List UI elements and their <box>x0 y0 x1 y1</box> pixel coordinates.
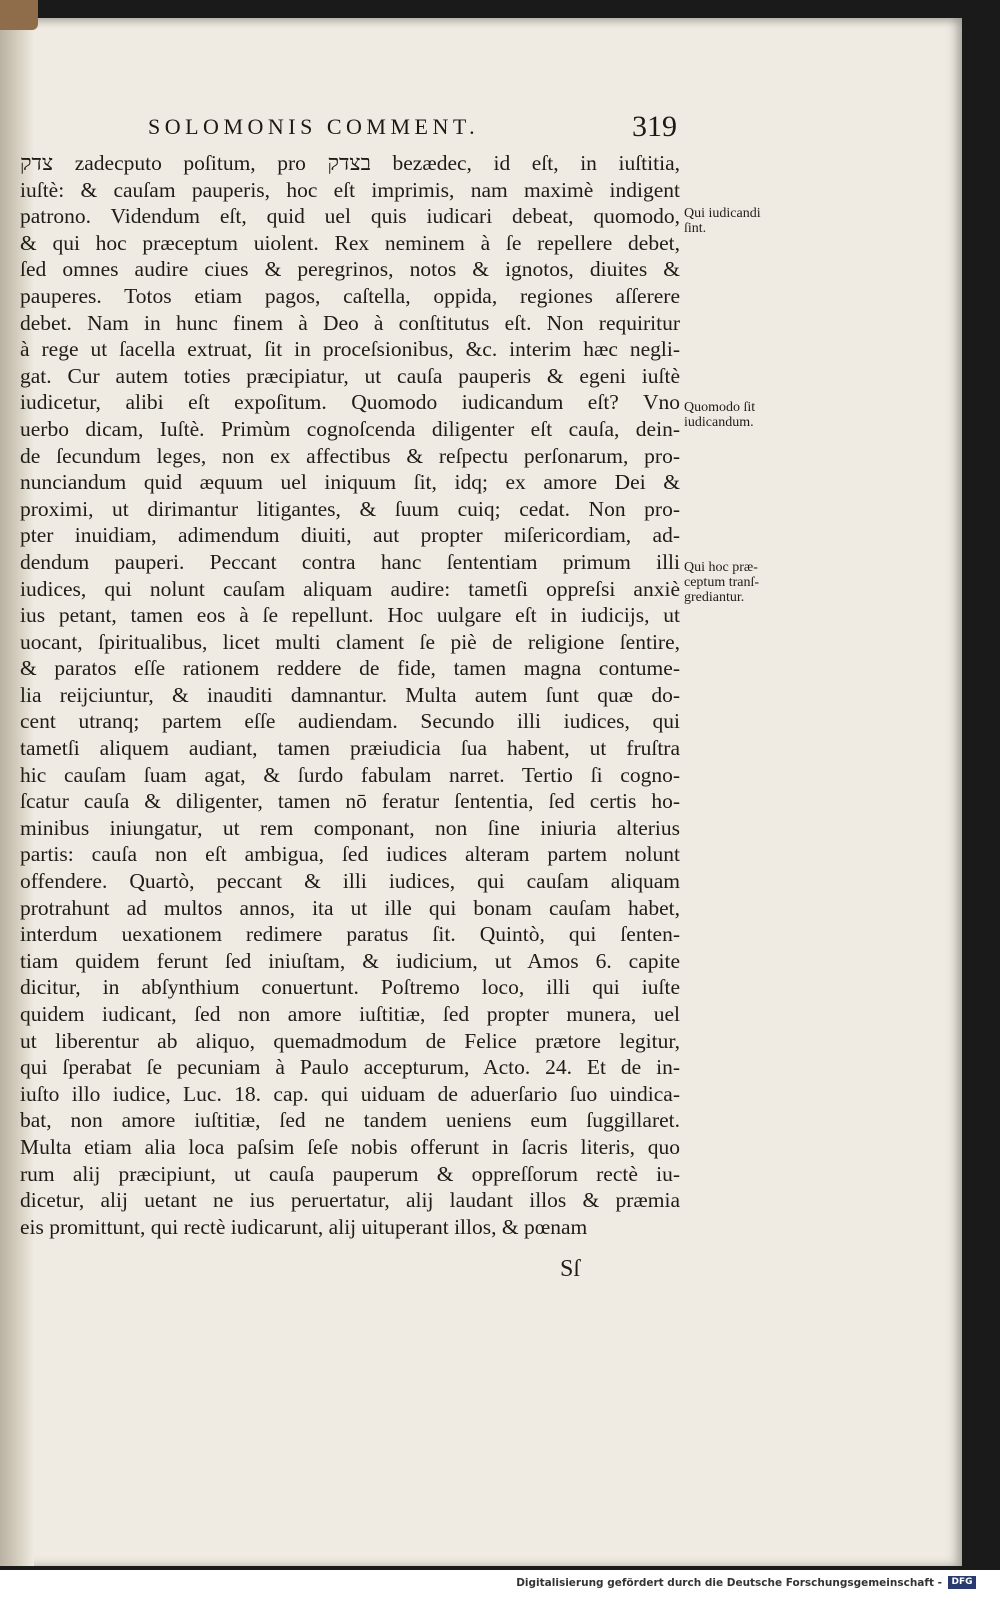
page-corner-tab <box>0 0 38 30</box>
running-head <box>0 110 962 150</box>
marginal-note-line: ſint. <box>684 221 707 236</box>
marginal-note-line: Qui iudicandi <box>684 206 761 221</box>
marginal-note-2 <box>684 400 804 430</box>
text-line: protrahunt ad multos annos, ita ut ille qui bonam cauſam habet, <box>20 895 680 920</box>
text-line: minibus iniungatur, ut rem componant, non ſine iniuria alterius <box>20 815 680 840</box>
text-line: interdum uexationem redimere paratus ſit. Quintò, qui ſenten- <box>20 922 680 947</box>
text-line: iuſtè: & cauſam pauperis, hoc eſt imprimis, nam maximè indigent <box>20 177 680 202</box>
text-line: partis: cauſa non eſt ambigua, ſed iudices alteram partem nolunt <box>20 842 680 867</box>
text-line: bat, non amore iuſtitiæ, ſed ne tandem ueniens eum ſuggillaret. <box>20 1108 680 1133</box>
text-line: gat. Cur autem toties præcipiatur, ut cauſa pauperis & egeni iuſtè <box>20 363 680 388</box>
text-line: à rege ut ſacella extruat, ſit in proceſsionibus, &c. interim hæc negli- <box>20 337 680 362</box>
text-line: nunciandum quid æquum uel iniquum ſit, idq; ex amore Dei & <box>20 470 680 495</box>
text-line: tametſi aliquem audiant, tamen præiudicia ſua habent, ut fruſtra <box>20 736 680 761</box>
marginal-note-line: grediantur. <box>684 590 745 605</box>
footer-bar <box>0 1570 1000 1599</box>
text-line: dendum pauperi. Peccant contra hanc ſententiam primum illi <box>20 549 680 574</box>
text-line: proximi, ut dirimantur litigantes, & ſuum cuiq; cedat. Non pro- <box>20 496 680 521</box>
text-line: uerbo dicam, Iuſtè. Primùm cognoſcenda diligenter eſt cauſa, dein- <box>20 416 680 441</box>
text-line: ſed omnes audire ciues & peregrinos, notos & ignotos, diuites & <box>20 257 680 282</box>
text-line: qui ſperabat ſe pecuniam à Paulo accepturum, Acto. 24. Et de in- <box>20 1055 680 1080</box>
text-line: iuſto illo iudice, Luc. 18. cap. qui uiduam de aduerſario ſuo uindica- <box>20 1081 680 1106</box>
text-line: ut liberentur ab aliquo, quemadmodum de Felice prætore legitur, <box>20 1028 680 1053</box>
page-number: 319 <box>632 110 677 143</box>
marginal-note-line: Quomodo ſit <box>684 400 756 415</box>
text-line: patrono. Videndum eſt, quid uel quis iudicari debeat, quomodo, <box>20 204 680 229</box>
marginal-note-3 <box>684 560 804 605</box>
text-line: dicetur, alij uetant ne ius peruertatur, alij laudant illos & præmia <box>20 1188 680 1213</box>
text-line: ius petant, tamen eos à ſe repellunt. Hoc uulgare eſt in iudicijs, ut <box>20 603 680 628</box>
text-line: iudicetur, alibi eſt expoſitum. Quomodo iudicandum eſt? Vno <box>20 390 680 415</box>
body-text <box>20 150 680 1240</box>
text-line: Multa etiam alia loca paſsim ſeſe nobis offerunt in ſacris literis, quo <box>20 1134 680 1159</box>
text-line: quidem iudicant, ſed non amore iuſtitiæ, ſed propter munera, uel <box>20 1002 680 1026</box>
text-line: iudices, qui nolunt cauſam aliquam audire: tametſi oppreſsi anxiè <box>20 576 680 601</box>
text-line: offendere. Quartò, peccant & illi iudices, qui cauſam aliquam <box>20 869 680 894</box>
text-line: & qui hoc præceptum uiolent. Rex neminem à ſe repellere debet, <box>20 230 680 255</box>
text-line: rum alij præcipiunt, ut cauſa pauperum & oppreſſorum rectè iu- <box>20 1161 680 1186</box>
marginal-note-line: ceptum tranſ- <box>684 575 760 590</box>
text-line: & paratos eſſe rationem reddere de fide, tamen magna contume- <box>20 656 680 681</box>
text-line: tiam quidem ferunt ſed iniuſtam, & iudicium, ut Amos 6. capite <box>20 948 680 973</box>
text-line: צדק zadecputo poſitum, pro בצדק bezædec, id eſt, in iuſtitia, <box>20 151 680 175</box>
marginal-note-1 <box>684 206 804 236</box>
text-line: dicitur, in abſynthium conuertunt. Poſtremo loco, illi qui iuſte <box>20 975 680 1000</box>
marginal-note-line: iudicandum. <box>684 415 754 430</box>
footer-credit: Digitalisierung gefördert durch die Deutsche Forschungsgemeinschaft - <box>516 1577 942 1589</box>
text-line: pter inuidiam, adimendum diuiti, aut propter miſericordiam, ad- <box>20 523 680 548</box>
text-line: ſcatur cauſa & diligenter, tamen nō feratur ſententia, ſed certis ho- <box>20 789 680 814</box>
text-line: eis promittunt, qui rectè iudicarunt, alij uituperant illos, & pœnam <box>20 1214 588 1239</box>
text-line: uocant, ſpiritualibus, licet multi clament ſe piè de religione ſentire, <box>20 629 680 654</box>
running-head-title: SOLOMONIS COMMENT. <box>148 114 480 139</box>
text-line: debet. Nam in hunc finem à Deo à conſtitutus eſt. Non requiritur <box>20 310 680 335</box>
dfg-logo: DFG <box>948 1576 976 1589</box>
text-line: cent utranq; partem eſſe audiendam. Secundo illi iudices, qui <box>20 709 680 734</box>
catchword: Sſ <box>560 1256 581 1282</box>
text-line: lia reijciuntur, & inauditi damnantur. Multa autem ſunt quæ do- <box>20 682 680 707</box>
text-line: hic cauſam ſuam agat, & ſurdo fabulam narret. Tertio ſi cogno- <box>20 762 680 787</box>
text-line: pauperes. Totos etiam pagos, caſtella, oppida, regiones aſſerere <box>20 283 680 308</box>
marginal-note-line: Qui hoc præ- <box>684 560 758 575</box>
text-line: de ſecundum leges, non ex affectibus & reſpectu perſonarum, pro- <box>20 443 680 468</box>
